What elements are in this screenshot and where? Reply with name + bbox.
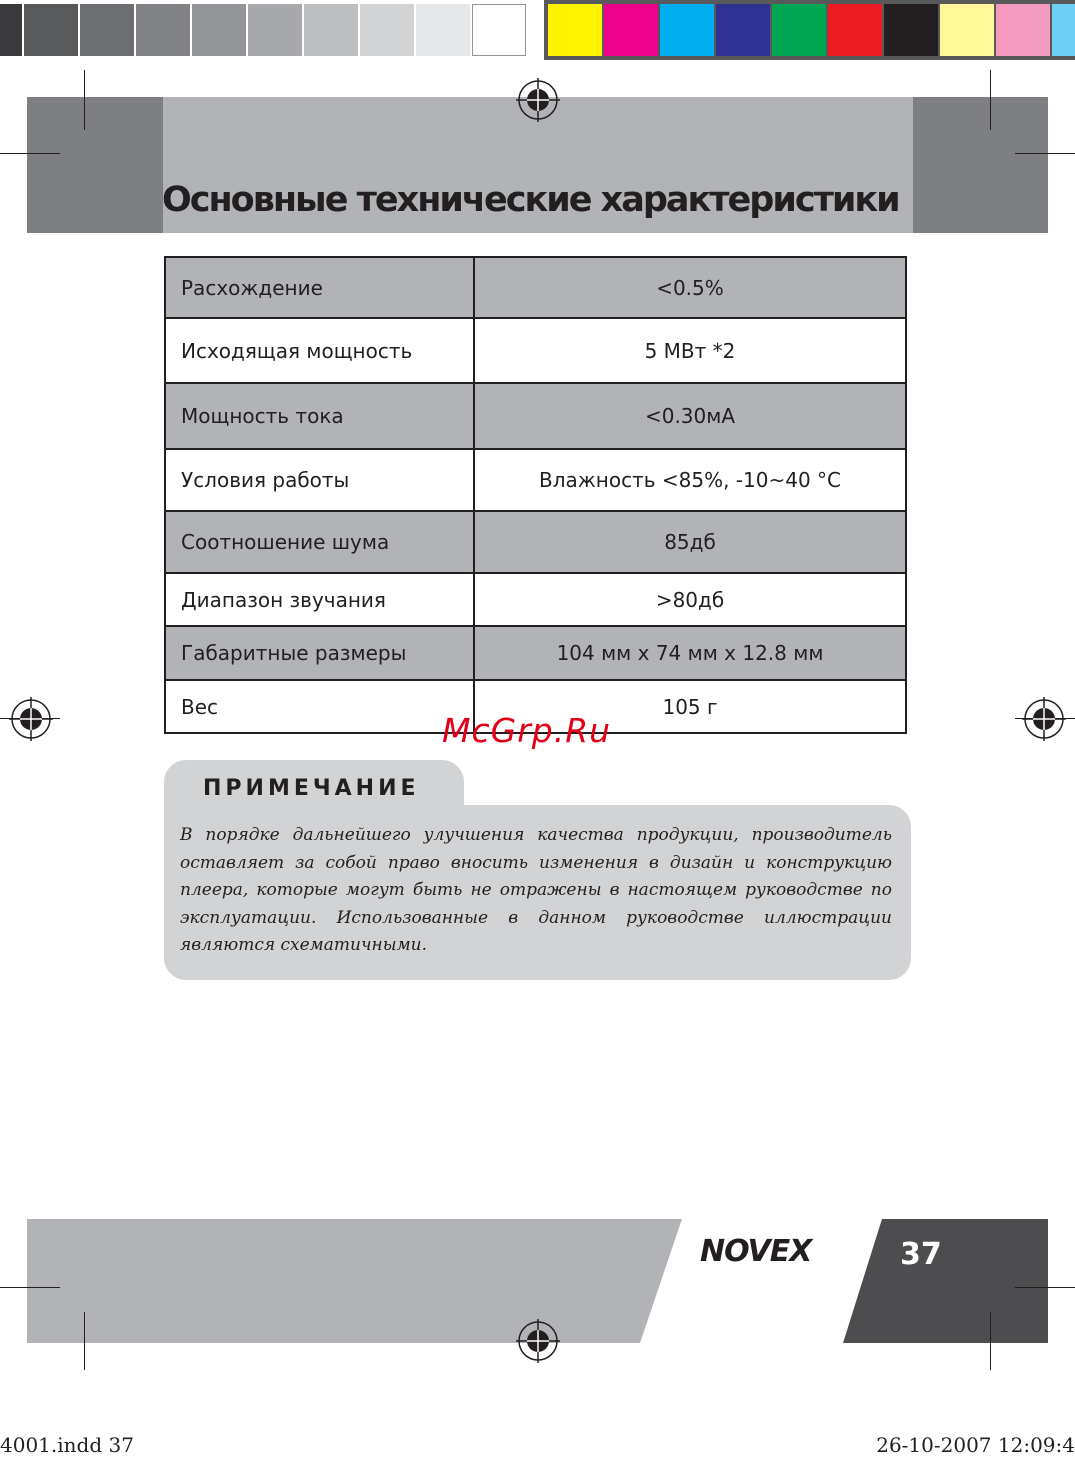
swatch xyxy=(0,4,22,56)
spec-value: 5 МВт *2 xyxy=(474,318,906,383)
registration-mark-icon xyxy=(516,1319,560,1363)
crop-mark xyxy=(1015,1287,1075,1288)
watermark: McGrp.Ru xyxy=(442,711,612,750)
swatch xyxy=(416,4,470,56)
note-text: В порядке дальнейшего улучшения качества продукции, производитель оставляет за собой право вносить изменения в дизайн и конструкцию плеера, которые могут быть не отражены в настоящем руководстве по эксплуатации. Использованные в данном руководстве иллюстрации являются схематичными. xyxy=(180,825,892,955)
spec-value: <0.5% xyxy=(474,257,906,318)
table-row xyxy=(165,449,906,511)
crop-mark xyxy=(1015,153,1075,154)
registration-mark-icon xyxy=(9,697,53,741)
table-row xyxy=(165,257,906,318)
swatch xyxy=(304,4,358,56)
slug-date: 26-10-2007 12:09:4 xyxy=(876,1433,1075,1457)
header-band-right xyxy=(913,97,1048,233)
swatch xyxy=(548,4,602,56)
swatch xyxy=(192,4,246,56)
crop-mark xyxy=(84,1312,85,1370)
brand-logo: NOVEX xyxy=(700,1234,812,1269)
swatch xyxy=(80,4,134,56)
header-band-left xyxy=(27,97,163,233)
swatch xyxy=(996,4,1050,56)
note-title: ПРИМЕЧАНИЕ xyxy=(203,776,420,801)
table-row xyxy=(165,383,906,449)
swatch xyxy=(884,4,938,56)
crop-mark xyxy=(84,70,85,130)
spec-table xyxy=(164,256,907,734)
spec-label: Диапазон звучания xyxy=(165,573,474,626)
swatch xyxy=(604,4,658,56)
swatch xyxy=(248,4,302,56)
registration-mark-icon xyxy=(1022,697,1066,741)
table-row xyxy=(165,626,906,680)
crop-mark xyxy=(990,70,991,130)
swatch xyxy=(1052,4,1075,56)
crop-mark xyxy=(0,153,60,154)
spec-value: <0.30мА xyxy=(474,383,906,449)
spec-label: Исходящая мощность xyxy=(165,318,474,383)
registration-mark-icon xyxy=(516,78,560,122)
spec-value: 104 мм x 74 мм x 12.8 мм xyxy=(474,626,906,680)
spec-label: Условия работы xyxy=(165,449,474,511)
swatch xyxy=(716,4,770,56)
swatch xyxy=(772,4,826,56)
swatch xyxy=(24,4,78,56)
spec-label: Габаритные размеры xyxy=(165,626,474,680)
spec-label: Вес xyxy=(165,680,474,733)
table-row xyxy=(165,318,906,383)
page-number: 37 xyxy=(900,1237,942,1272)
spec-label: Соотношение шума xyxy=(165,511,474,573)
swatch xyxy=(940,4,994,56)
crop-mark xyxy=(990,1312,991,1370)
table-row xyxy=(165,573,906,626)
spec-value: 85дб xyxy=(474,511,906,573)
spec-label: Мощность тока xyxy=(165,383,474,449)
swatch xyxy=(828,4,882,56)
swatch xyxy=(472,4,526,56)
table-row xyxy=(165,511,906,573)
spec-value: Влажность <85%, -10~40 °С xyxy=(474,449,906,511)
crop-mark xyxy=(0,1287,60,1288)
slug-file: 4001.indd 37 xyxy=(0,1433,134,1457)
spec-value: >80дб xyxy=(474,573,906,626)
swatch xyxy=(360,4,414,56)
spec-value: 105 г xyxy=(474,680,906,733)
swatch xyxy=(660,4,714,56)
page-title: Основные технические характеристики xyxy=(162,180,899,220)
spec-label: Расхождение xyxy=(165,257,474,318)
swatch xyxy=(136,4,190,56)
